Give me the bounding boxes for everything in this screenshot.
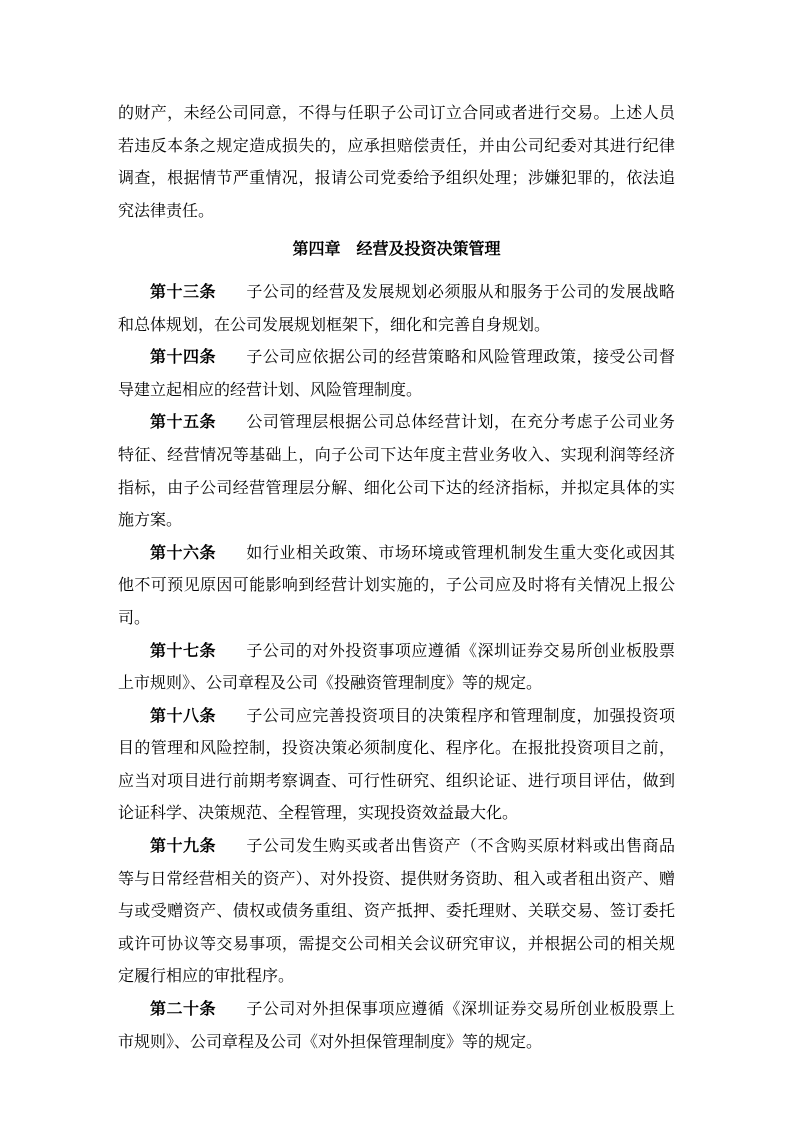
articles-section xyxy=(118,276,675,1058)
continuation-paragraph: 的财产，未经公司同意，不得与任职子公司订立合同或者进行交易。上述人员若违反本条之规定造成损失的，应承担赔偿责任，并由公司纪委对其进行纪律调查，根据情节严重情况，报请公司党委给予组织处理；涉嫌犯罪的，依法追究法律责任。 xyxy=(118,103,675,220)
article-text: 公司管理层根据公司总体经营计划，在充分考虑子公司业务特征、经营情况等基础上，向子公司下达年度主营业务收入、实现利润等经济指标，由子公司经营管理层分解、细化公司下达的经济指标，并拟定具体的实施方案。 xyxy=(118,412,675,530)
article-number: 第十七条 xyxy=(150,640,217,660)
article-number: 第十四条 xyxy=(150,347,217,367)
article-text: 子公司应完善投资项目的决策程序和管理制度，加强投资项目的管理和风险控制，投资决策必须制度化、程序化。在报批投资项目之前，应当对项目进行前期考察调查、可行性研究、组织论证、进行项目评估，做到论证科学、决策规范、全程管理，实现投资效益最大化。 xyxy=(118,705,675,823)
article-number: 第二十条 xyxy=(150,999,217,1019)
article-paragraph xyxy=(118,276,675,341)
article-text: 子公司的经营及发展规划必须服从和服务于公司的发展战略和总体规划，在公司发展规划框架下，细化和完善自身规划。 xyxy=(118,281,675,334)
article-text: 如行业相关政策、市场环境或管理机制发生重大变化或因其他不可预见原因可能影响到经营计划实施的，子公司应及时将有关情况上报公司。 xyxy=(118,542,675,627)
article-text: 子公司的对外投资事项应遵循《深圳证券交易所创业板股票上市规则》、公司章程及公司《投融资管理制度》等的规定。 xyxy=(118,640,675,693)
article-paragraph xyxy=(118,341,675,406)
article-text: 子公司应依据公司的经营策略和风险管理政策，接受公司督导建立起相应的经营计划、风险管理制度。 xyxy=(118,347,675,399)
article-paragraph xyxy=(118,993,675,1058)
article-paragraph xyxy=(118,700,675,830)
article-number: 第十九条 xyxy=(150,836,217,856)
article-text: 子公司发生购买或者出售资产（不含购买原材料或出售商品等与日常经营相关的资产）、对外投资、提供财务资助、租入或者租出资产、赠与或受赠资产、债权或债务重组、资产抵押、委托理财、关联交易、签订委托或许可协议等交易事项，需提交公司相关会议研究审议，并根据公司的相关规定履行相应的审批程序。 xyxy=(118,836,675,986)
article-number: 第十六条 xyxy=(150,542,217,562)
article-text: 子公司对外担保事项应遵循《深圳证券交易所创业板股票上市规则》、公司章程及公司《对外担保管理制度》等的规定。 xyxy=(118,999,675,1051)
chapter-heading: 第四章 经营及投资决策管理 xyxy=(292,239,501,259)
article-paragraph xyxy=(118,635,675,700)
article-paragraph xyxy=(118,537,675,635)
article-number: 第十三条 xyxy=(150,281,217,301)
article-paragraph xyxy=(118,830,675,993)
article-number: 第十五条 xyxy=(150,412,217,432)
article-number: 第十八条 xyxy=(150,705,217,725)
article-paragraph xyxy=(118,406,675,536)
